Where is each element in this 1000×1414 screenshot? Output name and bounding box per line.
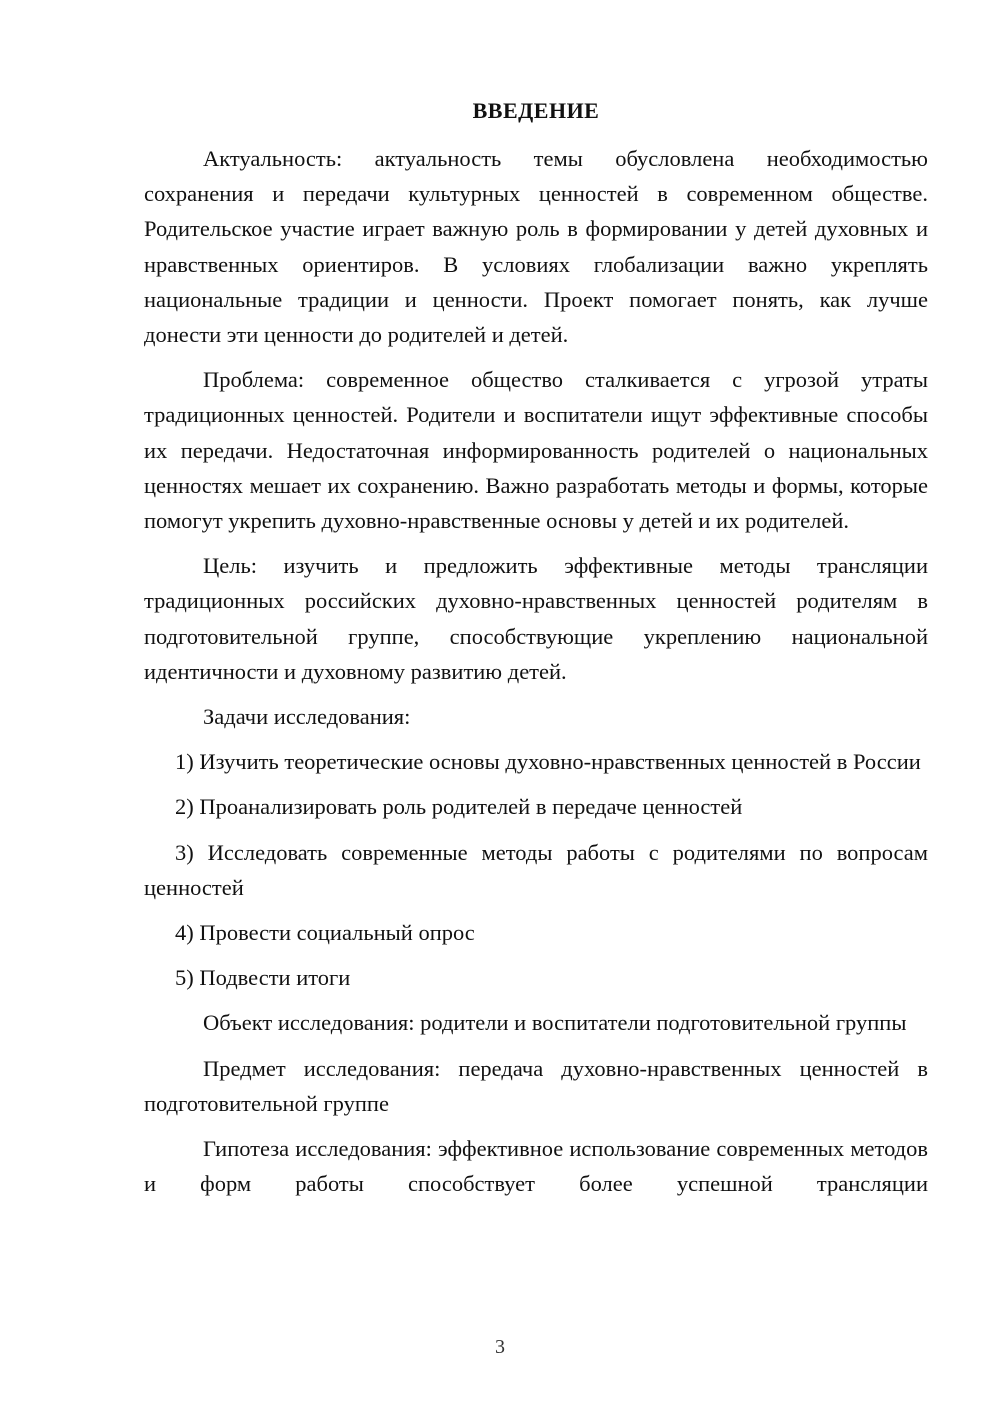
- list-item: 5) Подвести итоги: [175, 965, 351, 991]
- paragraph-subject: Предмет исследования: передача духовно-нравственных ценностей в подготовительной группе: [144, 1055, 928, 1116]
- tasks-list: [144, 744, 928, 995]
- paragraph-goal: Цель: изучить и предложить эффективные методы трансляции традиционных российских духовно-нравственных ценностей родителям в подготовительной группе, способствующие укреплению национальной идентичности и духовному развитию детей.: [144, 553, 928, 684]
- paragraph-object: Объект исследования: родители и воспитатели подготовительной группы: [203, 1010, 907, 1036]
- page-number: 3: [495, 1336, 505, 1358]
- list-item: 3) Исследовать современные методы работы с родителями по вопросам ценностей: [144, 839, 928, 900]
- list-item: 4) Провести социальный опрос: [175, 920, 475, 946]
- tasks-heading: Задачи исследования:: [203, 704, 411, 730]
- page-title: ВВЕДЕНИЕ: [472, 98, 600, 123]
- list-item: 2) Проанализировать роль родителей в передаче ценностей: [175, 794, 743, 820]
- paragraph-hypothesis: Гипотеза исследования: эффективное использование современных методов и форм работы способствует более успешной трансляции: [144, 1136, 928, 1197]
- list-item: 1) Изучить теоретические основы духовно-нравственных ценностей в России: [175, 749, 921, 775]
- paragraph-relevance: Актуальность: актуальность темы обусловлена необходимостью сохранения и передачи культурных ценностей в современном обществе. Родительское участие играет важную роль в формировании у детей духовных и нравственных ориентиров. В условиях глобализации важно укреплять национальные традиции и ценности. Проект помогает понять, как лучше донести эти ценности до родителей и детей.: [144, 146, 928, 348]
- paragraph-problem: Проблема: современное общество сталкивается с угрозой утраты традиционных ценностей. Родители и воспитатели ищут эффективные способы их передачи. Недостаточная информированность родителей о национальных ценностях мешает их сохранению. Важно разработать методы и формы, которые помогут укрепить духовно-нравственные основы у детей и их родителей.: [144, 367, 928, 534]
